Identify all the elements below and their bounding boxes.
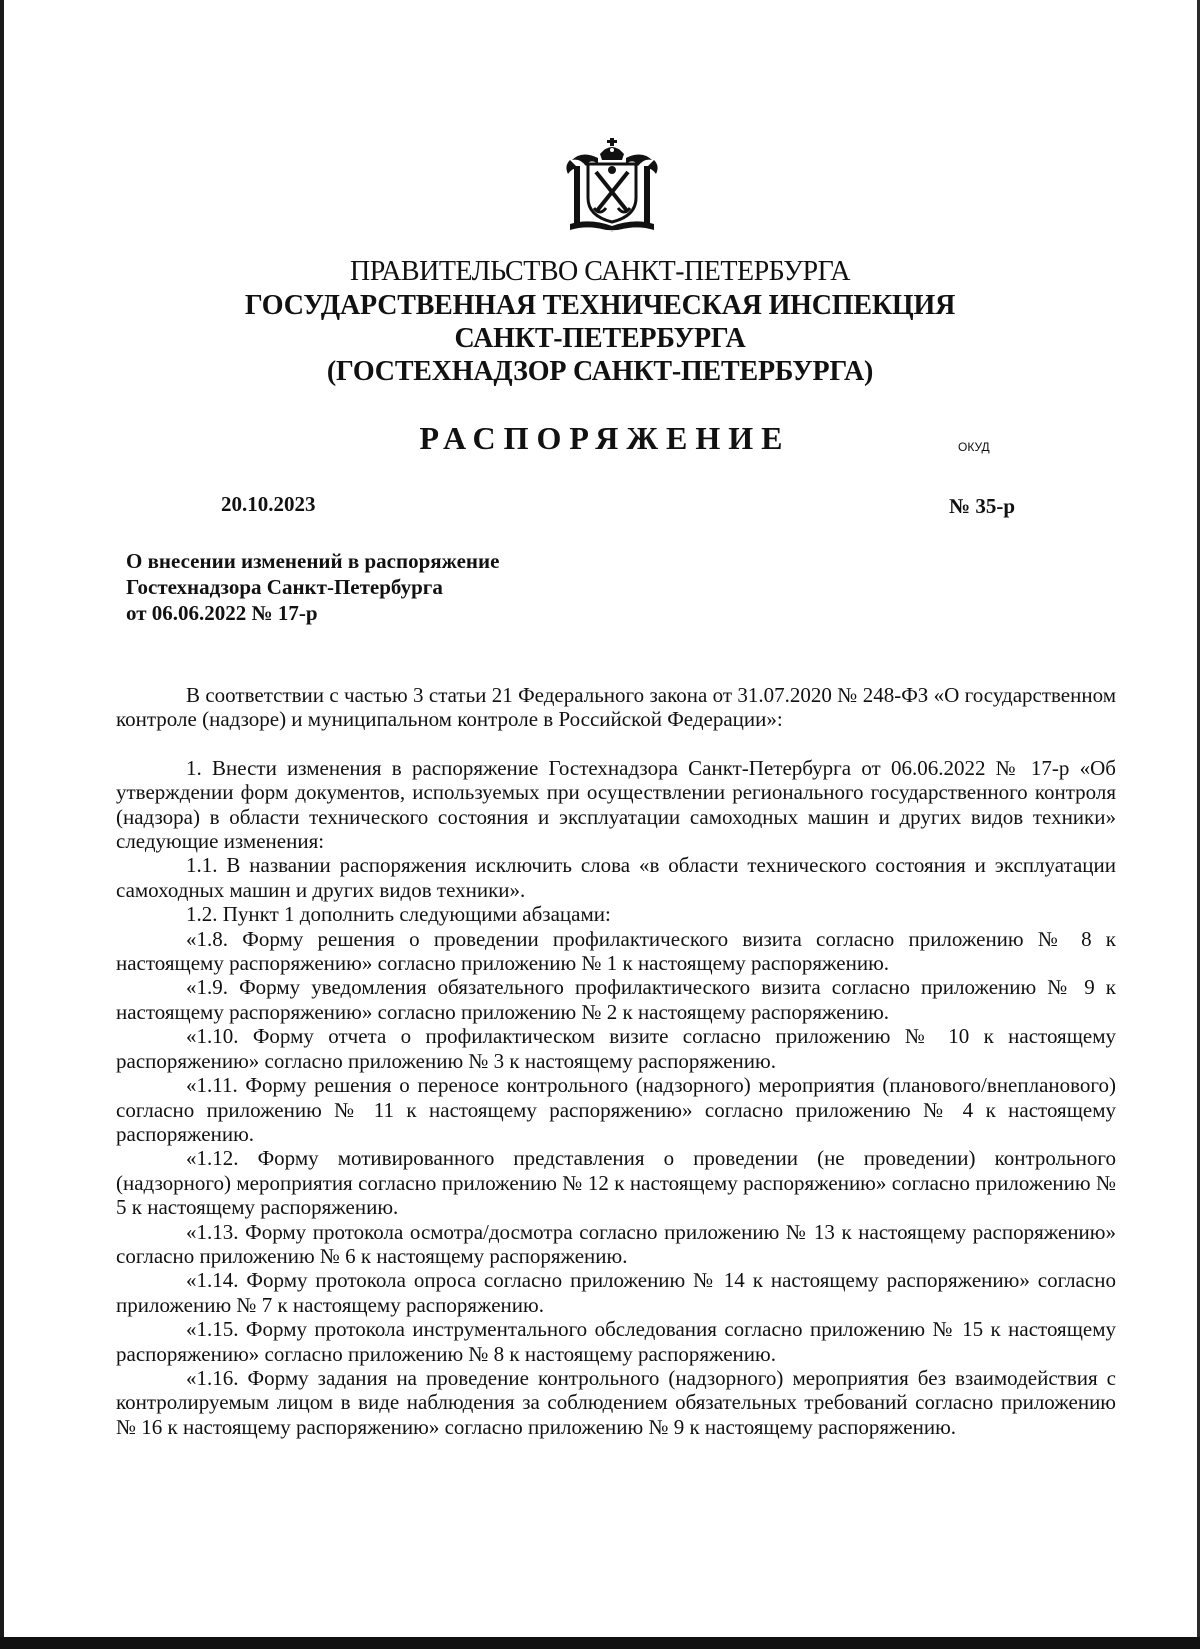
- scan-bottom-edge: [0, 1637, 1200, 1649]
- subject-line: Гостехнадзора Санкт-Петербурга: [126, 575, 443, 599]
- document-body: [116, 683, 1116, 1439]
- scan-left-edge: [0, 0, 4, 1649]
- document-type-title: РАСПОРЯЖЕНИЕ: [419, 420, 791, 456]
- preamble-paragraph: В соответствии с частью 3 статьи 21 Федерального закона от 31.07.2020 № 248-ФЗ «О государственном контроле (надзоре) и муниципальном контроле в Российской Федерации»:: [116, 683, 1116, 732]
- paragraph-1: 1. Внести изменения в распоряжение Гостехнадзора Санкт-Петербурга от 06.06.2022 № 17-р «Об утверждении форм документов, используемых при осуществлении регионального государственного контроля (надзора) в области технического состояния и эксплуатации самоходных машин и других видов техники» следующие изменения:: [116, 755, 1116, 854]
- subject-line: О внесении изменений в распоряжение: [126, 549, 500, 573]
- document-subject: [126, 548, 499, 626]
- inspection-name-line1: ГОСУДАРСТВЕННАЯ ТЕХНИЧЕСКАЯ ИНСПЕКЦИЯ: [244, 290, 956, 321]
- inspection-name-line2: САНКТ-ПЕТЕРБУРГА: [454, 323, 746, 354]
- paragraph-1-8: «1.8. Форму решения о проведении профилактического визита согласно приложению № 8 к настоящему распоряжению» согласно приложению № 1 к настоящему распоряжению.: [116, 926, 1116, 976]
- document-date: 20.10.2023: [221, 492, 316, 516]
- paragraph-1-13: «1.13. Форму протокола осмотра/досмотра согласно приложению № 13 к настоящему распоряжению» согласно приложению № 6 к настоящему распоряжению.: [116, 1219, 1116, 1268]
- inspection-name-line3: (ГОСТЕХНАДЗОР САНКТ-ПЕТЕРБУРГА): [326, 356, 874, 387]
- paragraph-1-11: «1.11. Форму решения о переносе контрольного (надзорного) мероприятия (планового/внепланового) согласно приложению № 11 к настоящему распоряжению» согласно приложению № 4 к настоящему распоряжению.: [116, 1073, 1116, 1146]
- document-number: № 35-р: [948, 494, 1015, 518]
- paragraph-1-2: 1.2. Пункт 1 дополнить следующими абзацами:: [186, 902, 611, 927]
- paragraph-1-12: «1.12. Форму мотивированного представления о проведении (не проведении) контрольного (надзорного) мероприятия согласно приложению № 12 к настоящему распоряжению» согласно приложению № 5 к настоящему распоряжению.: [116, 1146, 1116, 1220]
- paragraph-1-16: «1.16. Форму задания на проведение контрольного (надзорного) мероприятия без взаимодействия с контролируемым лицом в виде наблюдения за соблюдением обязательных требований согласно приложению № 16 к настоящему распоряжению» согласно приложению № 9 к настоящему распоряжению.: [116, 1365, 1116, 1439]
- okud-label: ОКУД: [958, 440, 990, 454]
- government-name: ПРАВИТЕЛЬСТВО САНКТ-ПЕТЕРБУРГА: [350, 256, 850, 287]
- paragraph-1-9: «1.9. Форму уведомления обязательного профилактического визита согласно приложению № 9 к настоящему распоряжению» согласно приложению № 2 к настоящему распоряжению.: [116, 975, 1116, 1024]
- coat-of-arms-icon: [560, 136, 664, 236]
- paragraph-1-14: «1.14. Форму протокола опроса согласно приложению № 14 к настоящему распоряжению» согласно приложению № 7 к настоящему распоряжению.: [116, 1268, 1116, 1317]
- paragraph-1-15: «1.15. Форму протокола инструментального обследования согласно приложению № 15 к настоящему распоряжению» согласно приложению № 8 к настоящему распоряжению.: [116, 1317, 1116, 1366]
- paragraph-1-1: 1.1. В названии распоряжения исключить слова «в области технического состояния и эксплуатации самоходных машин и других видов техники».: [116, 853, 1116, 902]
- paragraph-1-10: «1.10. Форму отчета о профилактическом визите согласно приложению № 10 к настоящему распоряжению» согласно приложению № 3 к настоящему распоряжению.: [116, 1024, 1116, 1073]
- subject-line: от 06.06.2022 № 17-р: [126, 601, 318, 625]
